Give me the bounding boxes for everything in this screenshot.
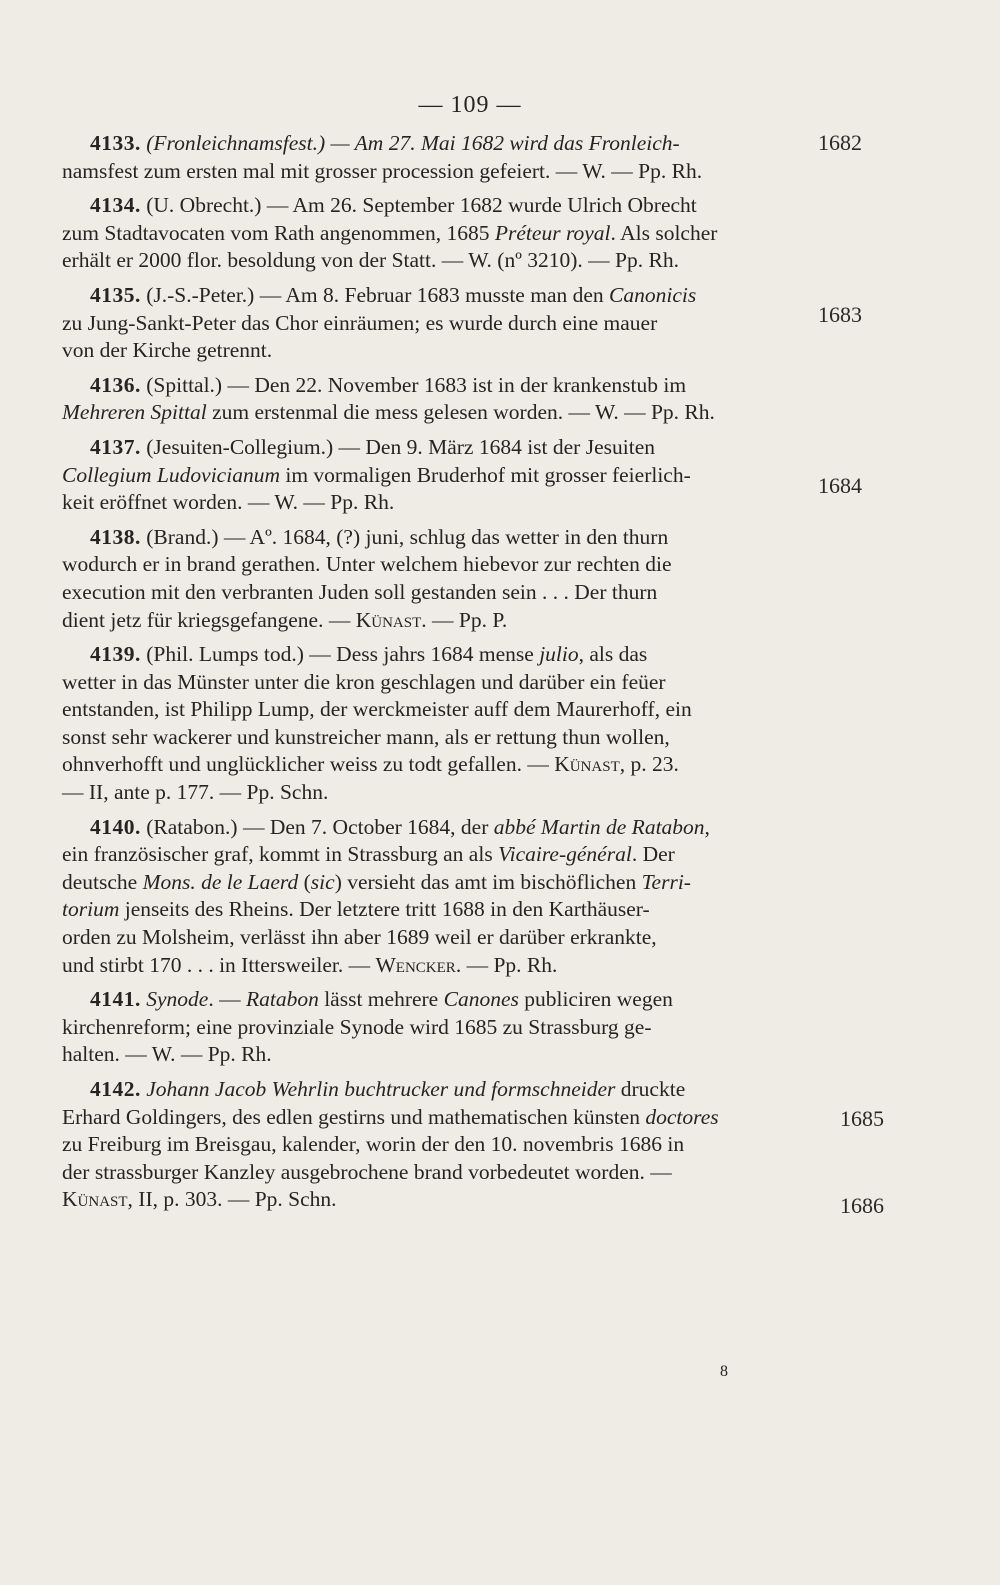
text-line: von der Kirche getrennt.: [62, 338, 273, 363]
text-line: [62, 1186, 792, 1214]
entry-text-italic: Ratabon: [245, 987, 319, 1012]
text-line: [62, 524, 792, 552]
entry-text: (Ratabon.) — Den 7. October 1684, der: [146, 814, 494, 839]
entry-text-italic: Mehreren Spittal: [62, 400, 207, 425]
entry-text: , p. 23.: [619, 752, 679, 777]
text-line: [62, 869, 792, 897]
source-author: Künast: [554, 752, 620, 777]
entry-text-italic: Johann Jacob Wehrlin buchtrucker und formschneider: [146, 1077, 616, 1101]
text-line: [62, 372, 792, 400]
entry-text: ,: [704, 814, 710, 839]
entry-text: Erhard Goldingers, des edlen gestirns und mathematischen künsten: [62, 1104, 646, 1129]
margin-year: 1685: [840, 1106, 884, 1131]
text-line: erhält er 2000 flor. besoldung von der Statt. — W. (nº 3210). — Pp. Rh.: [62, 248, 679, 273]
entry-text-italic: Terri-: [641, 869, 691, 894]
text-line: — II, ante p. 177. — Pp. Schn.: [62, 780, 329, 805]
text-line: zu Freiburg im Breisgau, kalender, worin der den 10. novembris 1686 in: [62, 1132, 685, 1157]
entry-text: . Der: [631, 842, 675, 867]
margin-year: 1684: [818, 473, 862, 498]
text-line: execution mit den verbranten Juden soll gestanden sein . . . Der thurn: [62, 579, 658, 604]
entry-text: ) versieht das amt im bischöflichen: [334, 869, 642, 894]
text-line: sonst sehr wackerer und kunstreicher mann, als er rettung thun wollen,: [62, 724, 670, 749]
text-line: keit eröffnet worden. — W. — Pp. Rh.: [62, 490, 395, 515]
text-line: halten. — W. — Pp. Rh.: [62, 1042, 272, 1067]
entry-text: (: [298, 869, 311, 894]
entry-text-italic: Mons. de le Laerd: [142, 869, 299, 894]
entry-text: dient jetz für kriegsgefangene. —: [62, 607, 356, 632]
margin-year: 1682: [818, 130, 862, 155]
text-line: zu Jung-Sankt-Peter das Chor einräumen; es wurde durch eine mauer: [62, 310, 658, 335]
entry-4135: [62, 282, 792, 365]
text-line: namsfest zum ersten mal mit grosser procession gefeiert. — W. — Pp. Rh.: [62, 158, 703, 183]
entry-text: im vormaligen Bruderhof mit grosser feierlich-: [279, 462, 691, 487]
entry-text: . — Pp. P.: [421, 607, 508, 632]
entry-text-italic: julio: [539, 642, 579, 667]
entry-text-italic: abbé Martin de Ratabon: [493, 814, 705, 839]
entry-text: , als das: [578, 642, 648, 667]
text-line: entstanden, ist Philipp Lump, der werckmeister auff dem Maurerhoff, ein: [62, 697, 692, 722]
text-line: kirchenreform; eine provinziale Synode wird 1685 zu Strassburg ge-: [62, 1014, 652, 1039]
entry-4141: [62, 986, 792, 1069]
entry-4140: [62, 814, 792, 980]
entry-4134: [62, 192, 792, 275]
entry-text: . — Pp. Rh.: [455, 952, 558, 977]
margin-year: 1683: [818, 302, 862, 327]
entry-number: 4137.: [90, 434, 141, 459]
entry-number: 4138.: [90, 524, 141, 549]
entry-text: (U. Obrecht.) — Am 26. September 1682 wurde Ulrich Obrecht: [146, 193, 697, 218]
text-line: [62, 1104, 792, 1132]
entry-text-italic: Préteur royal: [494, 220, 611, 245]
entry-text-italic: sic: [310, 869, 335, 894]
entry-text-italic: Collegium Ludovicianum: [62, 462, 280, 487]
entry-text: publiciren wegen: [518, 987, 673, 1012]
text-line: [62, 192, 792, 220]
margin-year: 1686: [840, 1193, 884, 1218]
entry-text-italic: Canones: [443, 987, 519, 1012]
text-line: [62, 641, 792, 669]
text-line: [62, 282, 792, 310]
entry-4139: [62, 641, 792, 807]
page-number: — 109 —: [418, 92, 522, 118]
entry-text: (Phil. Lumps tod.) — Dess jahrs 1684 mense: [146, 642, 540, 667]
entry-text: (J.-S.-Peter.) — Am 8. Februar 1683 musste man den: [146, 282, 610, 307]
entry-text: ohnverhofft und unglücklicher weiss zu todt gefallen. —: [62, 752, 555, 777]
entry-4136: [62, 372, 792, 427]
entry-text: (Spittal.) — Den 22. November 1683 ist in der krankenstub im: [146, 372, 687, 397]
entry-number: 4140.: [90, 814, 141, 839]
entry-text: druckte: [615, 1077, 686, 1101]
entry-text: und stirbt 170 . . . in Ittersweiler. —: [62, 952, 376, 977]
source-author: Künast: [62, 1187, 128, 1212]
entry-number: 4139.: [90, 642, 141, 667]
text-line: [62, 434, 792, 462]
entry-text: zum Stadtavocaten vom Rath angenommen, 1685: [62, 220, 495, 245]
entry-text: deutsche: [62, 869, 143, 894]
text-line: [62, 896, 792, 924]
entry-number: 4142.: [90, 1077, 141, 1101]
text-line: orden zu Molsheim, verlässt ihn aber 1689 weil er darüber erkrankte,: [62, 925, 657, 950]
entry-text: zum erstenmal die mess gelesen worden. — W. — Pp. Rh.: [206, 400, 715, 425]
text-line: [62, 130, 792, 158]
entry-number: 4133.: [90, 131, 141, 155]
entry-text-italic: doctores: [645, 1104, 719, 1129]
entry-4133: [62, 130, 792, 185]
source-author: Künast: [355, 607, 422, 632]
text-line: wodurch er in brand gerathen. Unter welchem hiebevor zur rechten die: [62, 552, 672, 577]
entry-text-italic: torium: [62, 897, 120, 922]
entry-number: 4136.: [90, 372, 141, 397]
entry-text: . —: [208, 987, 246, 1012]
text-line: [62, 1076, 792, 1104]
text-line: [62, 986, 792, 1014]
text-line: [62, 399, 792, 427]
entry-number: 4135.: [90, 282, 141, 307]
entry-text-italic: Vicaire-général: [498, 842, 632, 867]
entry-text-italic: Canonicis: [609, 282, 697, 307]
text-line: [62, 462, 792, 490]
entry-text: lässt mehrere: [318, 987, 444, 1012]
entry-4138: [62, 524, 792, 634]
entry-text: jenseits des Rheins. Der letztere tritt 1688 in den Karthäuser-: [119, 897, 650, 922]
source-author: Wencker: [375, 952, 456, 977]
text-line: [62, 952, 792, 980]
entry-number: 4141.: [90, 987, 141, 1012]
text-line: [62, 841, 792, 869]
text-line: [62, 220, 792, 248]
entry-text: , II, p. 303. — Pp. Schn.: [127, 1187, 337, 1212]
entry-text: (Fronleichnamsfest.) — Am 27. Mai 1682 wird das Fronleich-: [146, 131, 680, 155]
entry-text: ein französischer graf, kommt in Strassburg an als: [62, 842, 499, 867]
signature-mark: 8: [720, 1363, 728, 1380]
entry-text: (Jesuiten-Collegium.) — Den 9. März 1684 ist der Jesuiten: [146, 434, 655, 459]
text-line: [62, 607, 792, 635]
entry-text: (Brand.) — Aº. 1684, (?) juni, schlug das wetter in den thurn: [146, 524, 669, 549]
text-line: [62, 751, 792, 779]
text-line: wetter in das Münster unter die kron geschlagen und darüber ein feüer: [62, 669, 666, 694]
entry-text: . Als solcher: [610, 220, 718, 245]
text-line: [62, 814, 792, 842]
chronicle-text: [62, 130, 792, 1214]
entry-4142: [62, 1076, 792, 1214]
entry-4137: [62, 434, 792, 517]
text-line: der strassburger Kanzley ausgebrochene brand vorbedeutet worden. —: [62, 1159, 672, 1184]
entry-number: 4134.: [90, 193, 141, 218]
entry-text-italic: Synode: [146, 987, 209, 1012]
